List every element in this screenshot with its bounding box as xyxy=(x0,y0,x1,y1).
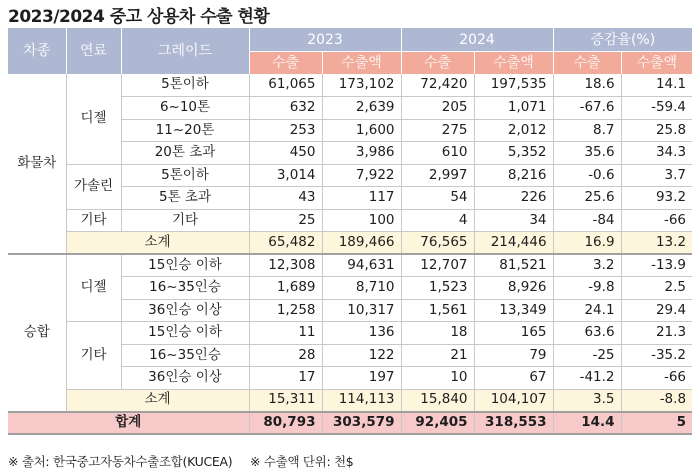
change-qty: -9.8 xyxy=(553,277,621,300)
amt-2023: 1,600 xyxy=(322,119,401,142)
change-amt: 34.3 xyxy=(621,142,692,165)
amt-2024: 8,926 xyxy=(474,277,553,300)
amt-2023: 197 xyxy=(322,367,401,390)
type-truck: 화물차 xyxy=(8,74,66,254)
amt-2024: 79 xyxy=(474,344,553,367)
qty-2023: 65,482 xyxy=(249,232,322,255)
grade-cell: 20톤 초과 xyxy=(121,142,249,165)
fuel-other: 기타 xyxy=(66,322,121,390)
change-qty: 18.6 xyxy=(553,74,621,97)
header-2023: 2023 xyxy=(249,28,401,52)
grade-cell: 36인승 이상 xyxy=(121,299,249,322)
amt-2024: 2,012 xyxy=(474,119,553,142)
amt-2024: 67 xyxy=(474,367,553,390)
amt-2023: 114,113 xyxy=(322,389,401,412)
qty-2023: 17 xyxy=(249,367,322,390)
header-2024-qty: 수출 xyxy=(401,52,474,75)
grade-cell: 5톤 초과 xyxy=(121,187,249,210)
change-qty: 63.6 xyxy=(553,322,621,345)
grade-cell: 16~35인승 xyxy=(121,277,249,300)
qty-2024: 1,523 xyxy=(401,277,474,300)
amt-2024: 34 xyxy=(474,209,553,232)
change-qty: 14.4 xyxy=(553,412,621,435)
change-qty: 16.9 xyxy=(553,232,621,255)
qty-2024: 275 xyxy=(401,119,474,142)
fuel-diesel: 디젤 xyxy=(66,74,121,164)
qty-2024: 76,565 xyxy=(401,232,474,255)
qty-2024: 1,561 xyxy=(401,299,474,322)
amt-2023: 117 xyxy=(322,187,401,210)
amt-2024: 81,521 xyxy=(474,254,553,277)
fuel-other: 기타 xyxy=(66,209,121,232)
amt-2023: 8,710 xyxy=(322,277,401,300)
subtotal-row-truck xyxy=(8,232,692,255)
amt-2024: 104,107 xyxy=(474,389,553,412)
type-bus: 승합 xyxy=(8,254,66,412)
qty-2023: 15,311 xyxy=(249,389,322,412)
grade-cell: 기타 xyxy=(121,209,249,232)
change-amt: 2.5 xyxy=(621,277,692,300)
header-change-qty: 수출 xyxy=(553,52,621,75)
qty-2024: 2,997 xyxy=(401,164,474,187)
header-fuel: 연료 xyxy=(66,28,121,74)
qty-2023: 28 xyxy=(249,344,322,367)
amt-2024: 226 xyxy=(474,187,553,210)
qty-2024: 21 xyxy=(401,344,474,367)
amt-2023: 94,631 xyxy=(322,254,401,277)
header-grade: 그레이드 xyxy=(121,28,249,74)
subtotal-label: 소계 xyxy=(66,232,249,255)
qty-2024: 205 xyxy=(401,97,474,120)
grade-cell: 16~35인승 xyxy=(121,344,249,367)
change-qty: -41.2 xyxy=(553,367,621,390)
change-qty: -67.6 xyxy=(553,97,621,120)
amt-2023: 303,579 xyxy=(322,412,401,435)
header-change: 증감율(%) xyxy=(553,28,692,52)
amt-2023: 7,922 xyxy=(322,164,401,187)
grade-cell: 11~20톤 xyxy=(121,119,249,142)
change-amt: 93.2 xyxy=(621,187,692,210)
amt-2023: 189,466 xyxy=(322,232,401,255)
change-amt: -66 xyxy=(621,209,692,232)
change-qty: 3.5 xyxy=(553,389,621,412)
qty-2023: 450 xyxy=(249,142,322,165)
change-qty: 8.7 xyxy=(553,119,621,142)
qty-2024: 4 xyxy=(401,209,474,232)
total-label: 합계 xyxy=(8,412,249,435)
grade-cell: 6~10톤 xyxy=(121,97,249,120)
amt-2023: 136 xyxy=(322,322,401,345)
qty-2024: 54 xyxy=(401,187,474,210)
header-2024: 2024 xyxy=(401,28,553,52)
change-qty: -0.6 xyxy=(553,164,621,187)
qty-2023: 632 xyxy=(249,97,322,120)
header-row-1 xyxy=(8,28,692,52)
amt-2024: 13,349 xyxy=(474,299,553,322)
change-amt: 3.7 xyxy=(621,164,692,187)
change-qty: 25.6 xyxy=(553,187,621,210)
grade-cell: 5톤이하 xyxy=(121,164,249,187)
amt-2023: 2,639 xyxy=(322,97,401,120)
qty-2023: 253 xyxy=(249,119,322,142)
change-amt: -8.8 xyxy=(621,389,692,412)
amt-2023: 10,317 xyxy=(322,299,401,322)
fuel-diesel: 디젤 xyxy=(66,254,121,322)
change-amt: -35.2 xyxy=(621,344,692,367)
header-change-amt: 수출액 xyxy=(621,52,692,75)
change-amt: 5 xyxy=(621,412,692,435)
subtotal-label: 소계 xyxy=(66,389,249,412)
qty-2023: 80,793 xyxy=(249,412,322,435)
change-amt: -13.9 xyxy=(621,254,692,277)
qty-2023: 61,065 xyxy=(249,74,322,97)
amt-2023: 173,102 xyxy=(322,74,401,97)
unit-note: ※ 수출액 단위: 천$ xyxy=(250,454,354,469)
change-qty: 35.6 xyxy=(553,142,621,165)
page-title: 2023/2024 중고 상용차 수출 현황 xyxy=(8,7,270,27)
source-note: ※ 출처: 한국중고자동차수출조합(KUCEA) xyxy=(8,454,233,469)
table-row xyxy=(8,322,692,345)
qty-2023: 11 xyxy=(249,322,322,345)
qty-2024: 610 xyxy=(401,142,474,165)
table-row xyxy=(8,164,692,187)
change-amt: 21.3 xyxy=(621,322,692,345)
amt-2024: 5,352 xyxy=(474,142,553,165)
qty-2023: 1,689 xyxy=(249,277,322,300)
qty-2024: 15,840 xyxy=(401,389,474,412)
change-qty: -25 xyxy=(553,344,621,367)
header-2023-amt: 수출액 xyxy=(322,52,401,75)
grade-cell: 36인승 이상 xyxy=(121,367,249,390)
fuel-gasoline: 가솔린 xyxy=(66,164,121,209)
qty-2024: 18 xyxy=(401,322,474,345)
change-amt: -66 xyxy=(621,367,692,390)
amt-2023: 122 xyxy=(322,344,401,367)
table-row xyxy=(8,209,692,232)
qty-2023: 1,258 xyxy=(249,299,322,322)
qty-2023: 25 xyxy=(249,209,322,232)
amt-2023: 100 xyxy=(322,209,401,232)
subtotal-row-bus xyxy=(8,389,692,412)
footer-note xyxy=(8,452,367,470)
change-qty: 24.1 xyxy=(553,299,621,322)
table-row xyxy=(8,74,692,97)
qty-2023: 12,308 xyxy=(249,254,322,277)
change-amt: -59.4 xyxy=(621,97,692,120)
header-type: 차종 xyxy=(8,28,66,74)
amt-2024: 197,535 xyxy=(474,74,553,97)
change-qty: 3.2 xyxy=(553,254,621,277)
total-row xyxy=(8,412,692,435)
qty-2024: 12,707 xyxy=(401,254,474,277)
header-2023-qty: 수출 xyxy=(249,52,322,75)
amt-2024: 1,071 xyxy=(474,97,553,120)
export-table xyxy=(8,28,692,435)
grade-cell: 5톤이하 xyxy=(121,74,249,97)
amt-2024: 318,553 xyxy=(474,412,553,435)
qty-2024: 92,405 xyxy=(401,412,474,435)
qty-2023: 3,014 xyxy=(249,164,322,187)
amt-2024: 165 xyxy=(474,322,553,345)
amt-2024: 214,446 xyxy=(474,232,553,255)
table-row xyxy=(8,254,692,277)
header-2024-amt: 수출액 xyxy=(474,52,553,75)
change-amt: 13.2 xyxy=(621,232,692,255)
change-amt: 14.1 xyxy=(621,74,692,97)
change-qty: -84 xyxy=(553,209,621,232)
amt-2024: 8,216 xyxy=(474,164,553,187)
qty-2023: 43 xyxy=(249,187,322,210)
change-amt: 25.8 xyxy=(621,119,692,142)
grade-cell: 15인승 이하 xyxy=(121,322,249,345)
change-amt: 29.4 xyxy=(621,299,692,322)
grade-cell: 15인승 이하 xyxy=(121,254,249,277)
qty-2024: 72,420 xyxy=(401,74,474,97)
qty-2024: 10 xyxy=(401,367,474,390)
amt-2023: 3,986 xyxy=(322,142,401,165)
